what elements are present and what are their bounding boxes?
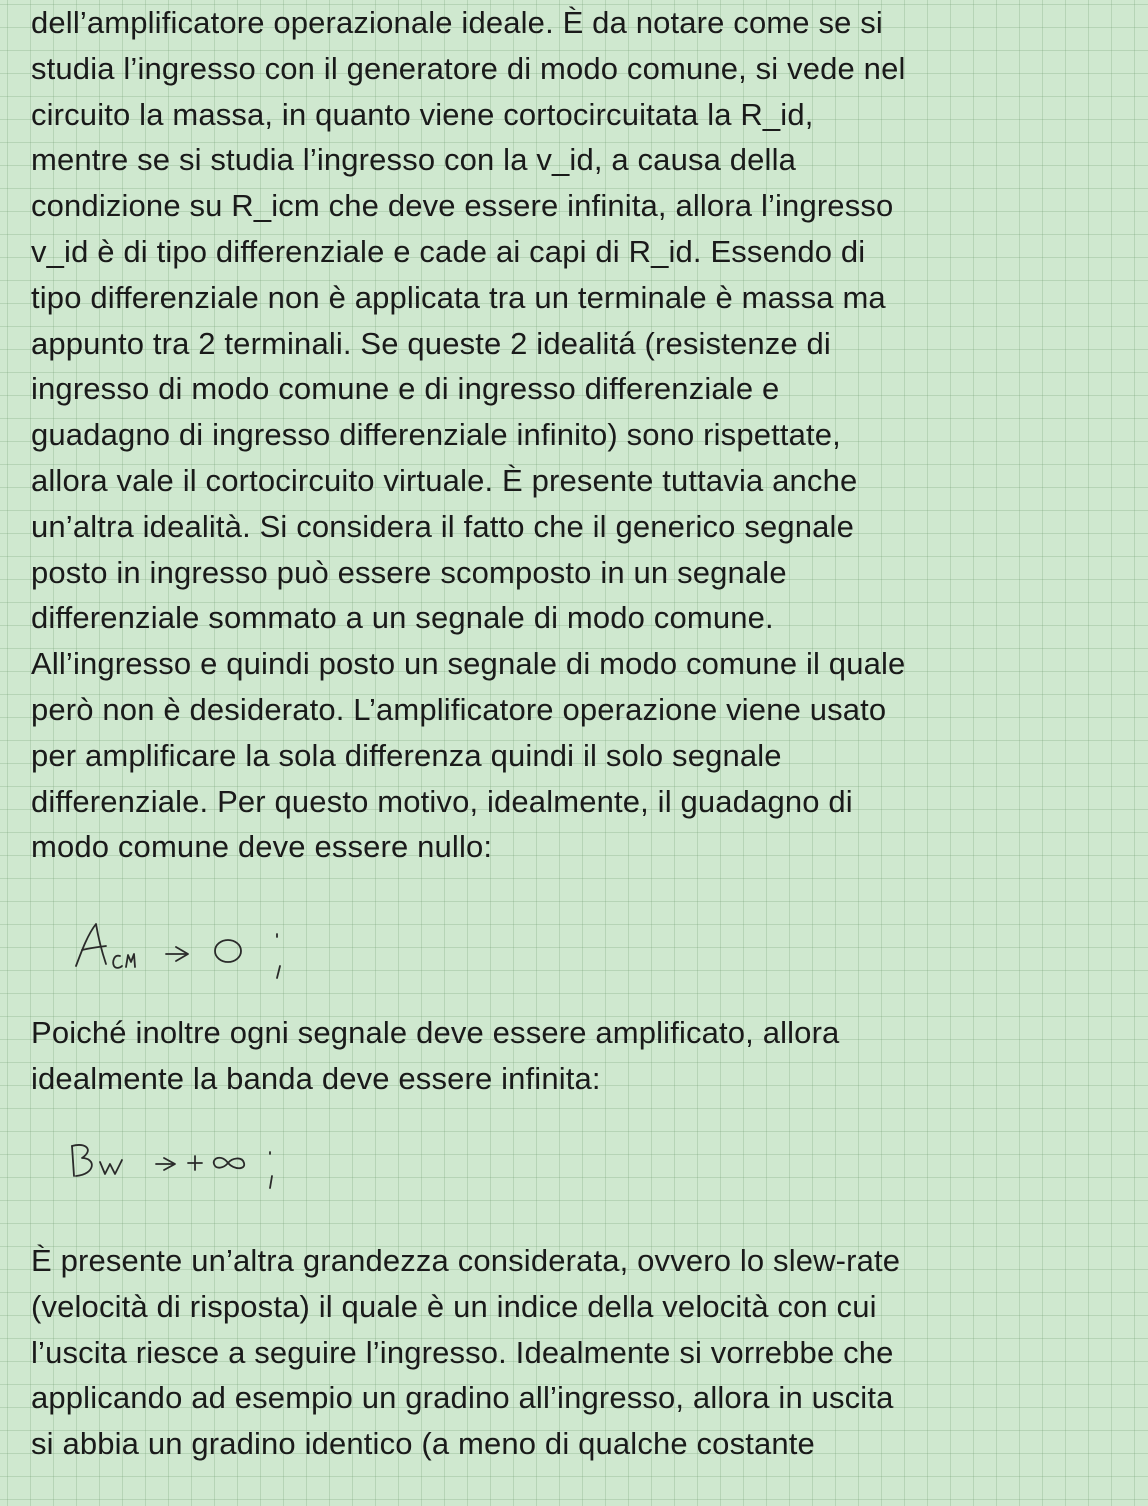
text-line: È presente un’altra grandezza considerata, ovvero lo slew-rate — [31, 1243, 901, 1278]
text-line: modo comune deve essere nullo: — [31, 829, 493, 865]
text-line: All’ingresso e quindi posto un segnale di modo comune il quale — [31, 646, 906, 682]
paragraph-slew-rate — [31, 1238, 1131, 1467]
text-line: ingresso di modo comune e di ingresso differenziale e — [31, 371, 780, 407]
text-line: differenziale. Per questo motivo, idealmente, il guadagno di — [31, 783, 853, 819]
text-line: v_id è di tipo differenziale e cade ai capi di R_id. Essendo di — [31, 233, 866, 269]
text-line: circuito la massa, in quanto viene cortocircuitata la R_id, — [31, 96, 814, 132]
text-line: idealmente la banda deve essere infinita: — [31, 1060, 601, 1096]
text-line: posto in ingresso può essere scomposto in un segnale — [31, 554, 787, 590]
text-line: (velocità di risposta) il quale è un indice della velocità con cui — [31, 1288, 877, 1324]
formula-bw-drawing — [64, 1136, 304, 1196]
text-line: appunto tra 2 terminali. Se queste 2 idealitá (resistenze di — [31, 325, 831, 361]
text-line: studia l’ingresso con il generatore di modo comune, si vede nel — [31, 50, 906, 86]
text-line: per amplificare la sola differenza quindi il solo segnale — [31, 737, 782, 773]
text-line: un’altra idealità. Si considera il fatto che il generico segnale — [31, 508, 854, 544]
handwritten-formula-common-mode-gain — [70, 918, 310, 988]
handwritten-formula-bandwidth — [64, 1136, 304, 1196]
text-line: applicando ad esempio un gradino all’ingresso, allora in uscita — [31, 1380, 894, 1416]
paragraph-amplifier-idealities — [31, 0, 1131, 870]
text-line: si abbia un gradino identico (a meno di qualche costante — [31, 1426, 815, 1462]
text-line: l’uscita riesce a seguire l’ingresso. Idealmente si vorrebbe che — [31, 1334, 894, 1370]
text-line: dell’amplificatore operazionale ideale. È da notare come se si — [31, 5, 883, 40]
text-line: però non è desiderato. L’amplificatore operazione viene usato — [31, 691, 887, 727]
text-line: mentre se si studia l’ingresso con la v_id, a causa della — [31, 142, 797, 178]
text-line: tipo differenziale non è applicata tra un terminale è massa ma — [31, 279, 886, 315]
formula-acm-drawing — [70, 918, 310, 988]
text-line: guadagno di ingresso differenziale infinito) sono rispettate, — [31, 417, 841, 453]
paragraph-bandwidth — [31, 1010, 1131, 1102]
text-line: differenziale sommato a un segnale di modo comune. — [31, 600, 774, 636]
text-line: condizione su R_icm che deve essere infinita, allora l’ingresso — [31, 188, 894, 224]
text-line: allora vale il cortocircuito virtuale. È presente tuttavia anche — [31, 462, 858, 498]
text-line: Poiché inoltre ogni segnale deve essere amplificato, allora — [31, 1015, 840, 1050]
